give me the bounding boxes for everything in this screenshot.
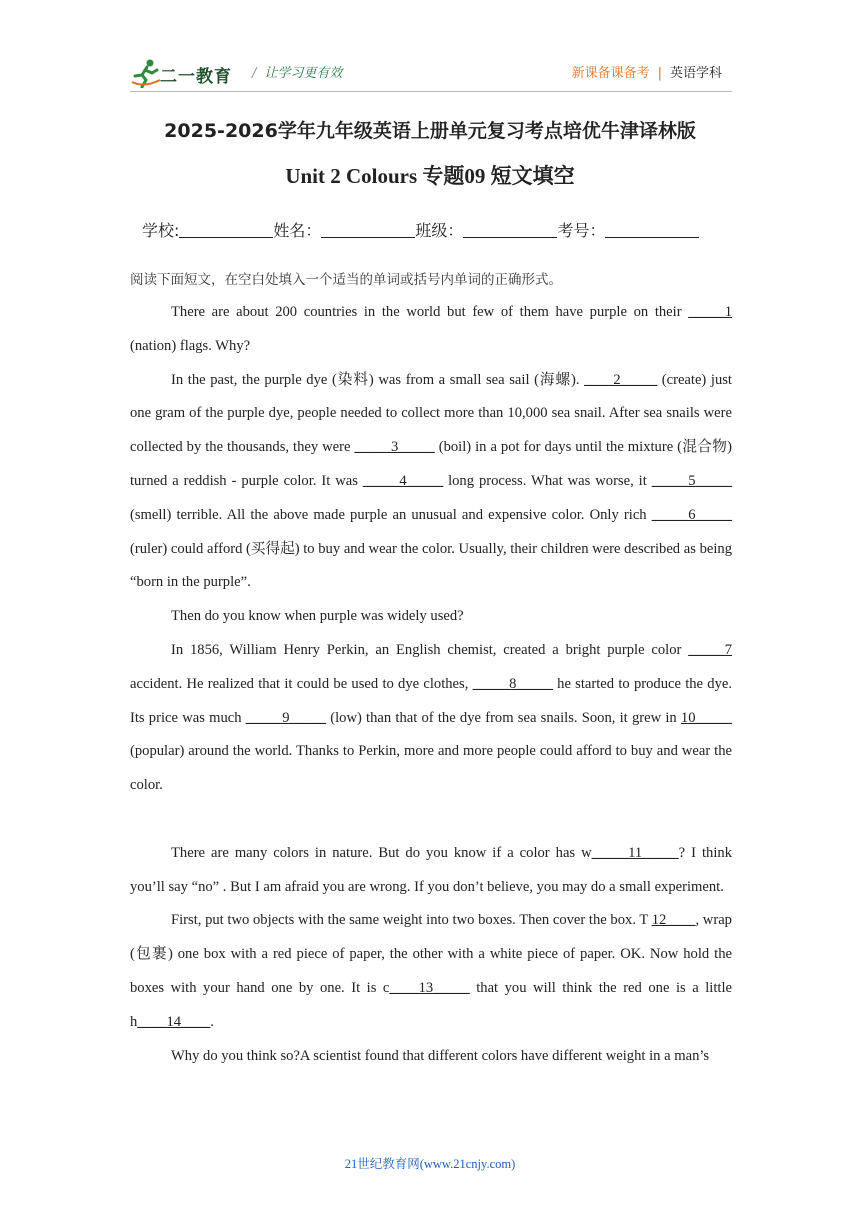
spacer <box>130 803 732 837</box>
header-divider <box>130 91 732 92</box>
name-field[interactable] <box>321 223 415 238</box>
blank-6[interactable]: _____6_____ <box>651 506 732 523</box>
blank-11[interactable]: _____11_____ <box>591 844 679 861</box>
paragraph: Why do you think so?A scientist found that different colors have different weight in a man’s <box>171 1047 710 1064</box>
number-field[interactable] <box>605 223 699 238</box>
slogan: / 让学习更有效 <box>252 66 343 81</box>
student-info-row <box>142 218 699 241</box>
blank-10[interactable]: 10_____ <box>680 709 732 726</box>
paragraph: In the past, the purple dye (染料) was from a small sea sail (海螺). ____2_____ (create) just one gram of the purple dye, people needed to collect more than 10,000 sea snail. After sea snails were collected by the thousands, they were _____3_____ (boil) in a pot for days until the mixture (混合物) turned a reddish - purple color. It was _____4_____ long process. What was worse, it _____5_____ (smell) terrible. All the above made purple an unusual and expensive color. Only rich _____6_____ (ruler) could afford (买得起) to buy and wear the color. Usually, their children were described as being “born in the purple”. <box>130 371 732 591</box>
school-field[interactable] <box>179 223 273 238</box>
header-separator: | <box>657 66 662 81</box>
paragraph: There are many colors in nature. But do you know if a color has w_____11_____? I think you’ll say “no” . But I am afraid you are wrong. If you don’t believe, you may do a small experiment. <box>130 844 732 895</box>
blank-2[interactable]: ____2_____ <box>584 371 658 388</box>
footer-link[interactable]: 21世纪教育网(www.21cnjy.com) <box>344 1157 516 1171</box>
class-field[interactable] <box>463 223 557 238</box>
blank-5[interactable]: _____5_____ <box>651 472 732 489</box>
number-label: 考号： <box>557 221 606 240</box>
school-label: 学校: <box>142 221 180 240</box>
passage <box>130 296 732 1073</box>
name-label: 姓名： <box>273 221 322 240</box>
logo-text: 二一教育 <box>160 67 232 87</box>
paragraph: There are about 200 countries in the world but few of them have purple on their _____1 (nation) flags. Why? <box>130 304 732 354</box>
header-subject-label: 英语学科 <box>669 66 722 81</box>
instruction: 阅读下面短文，在空白处填入一个适当的单词或括号内单词的正确形式。 <box>130 272 562 288</box>
blank-7[interactable]: _____7 <box>688 641 732 658</box>
header-tagline: 新课备课备考 <box>571 66 650 81</box>
blank-3[interactable]: _____3_____ <box>354 439 435 456</box>
paragraph: Then do you know when purple was widely used? <box>171 608 464 625</box>
logo <box>130 58 240 88</box>
blank-12[interactable]: 12____ <box>651 912 696 929</box>
page-title: 2025-2026学年九年级英语上册单元复习考点培优牛津译林版 <box>164 120 696 142</box>
blank-14[interactable]: ____14____ <box>137 1013 211 1030</box>
blank-8[interactable]: _____8_____ <box>472 675 553 692</box>
header-subject <box>572 62 722 81</box>
blank-9[interactable]: _____9_____ <box>245 709 327 726</box>
page-header <box>130 58 732 90</box>
runner-logo-icon <box>130 58 164 88</box>
paragraph: In 1856, William Henry Perkin, an English chemist, created a bright purple color _____7 accident. He realized that it could be used to dye clothes, _____8_____ he started to produce the dye. Its price was much _____9_____ (low) than that of the dye from sea snails. Soon, it grew in 10_____ (popular) around the world. Thanks to Perkin, more and more people could afford to buy and wear the color. <box>130 641 733 794</box>
blank-4[interactable]: _____4_____ <box>362 472 444 489</box>
class-label: 班级： <box>415 221 464 240</box>
blank-1[interactable]: _____1 <box>688 304 732 320</box>
page-subtitle: Unit 2 Colours 专题09 短文填空 <box>285 164 575 188</box>
blank-13[interactable]: ____13_____ <box>389 979 470 996</box>
paragraph: First, put two objects with the same weight into two boxes. Then cover the box. T 12____, wrap (包裹) one box with a red piece of paper, the other with a white piece of paper. OK. Now hold the boxes with your hand one by one. It is c____13_____ that you will think the red one is a little h____14____. <box>130 912 732 1030</box>
